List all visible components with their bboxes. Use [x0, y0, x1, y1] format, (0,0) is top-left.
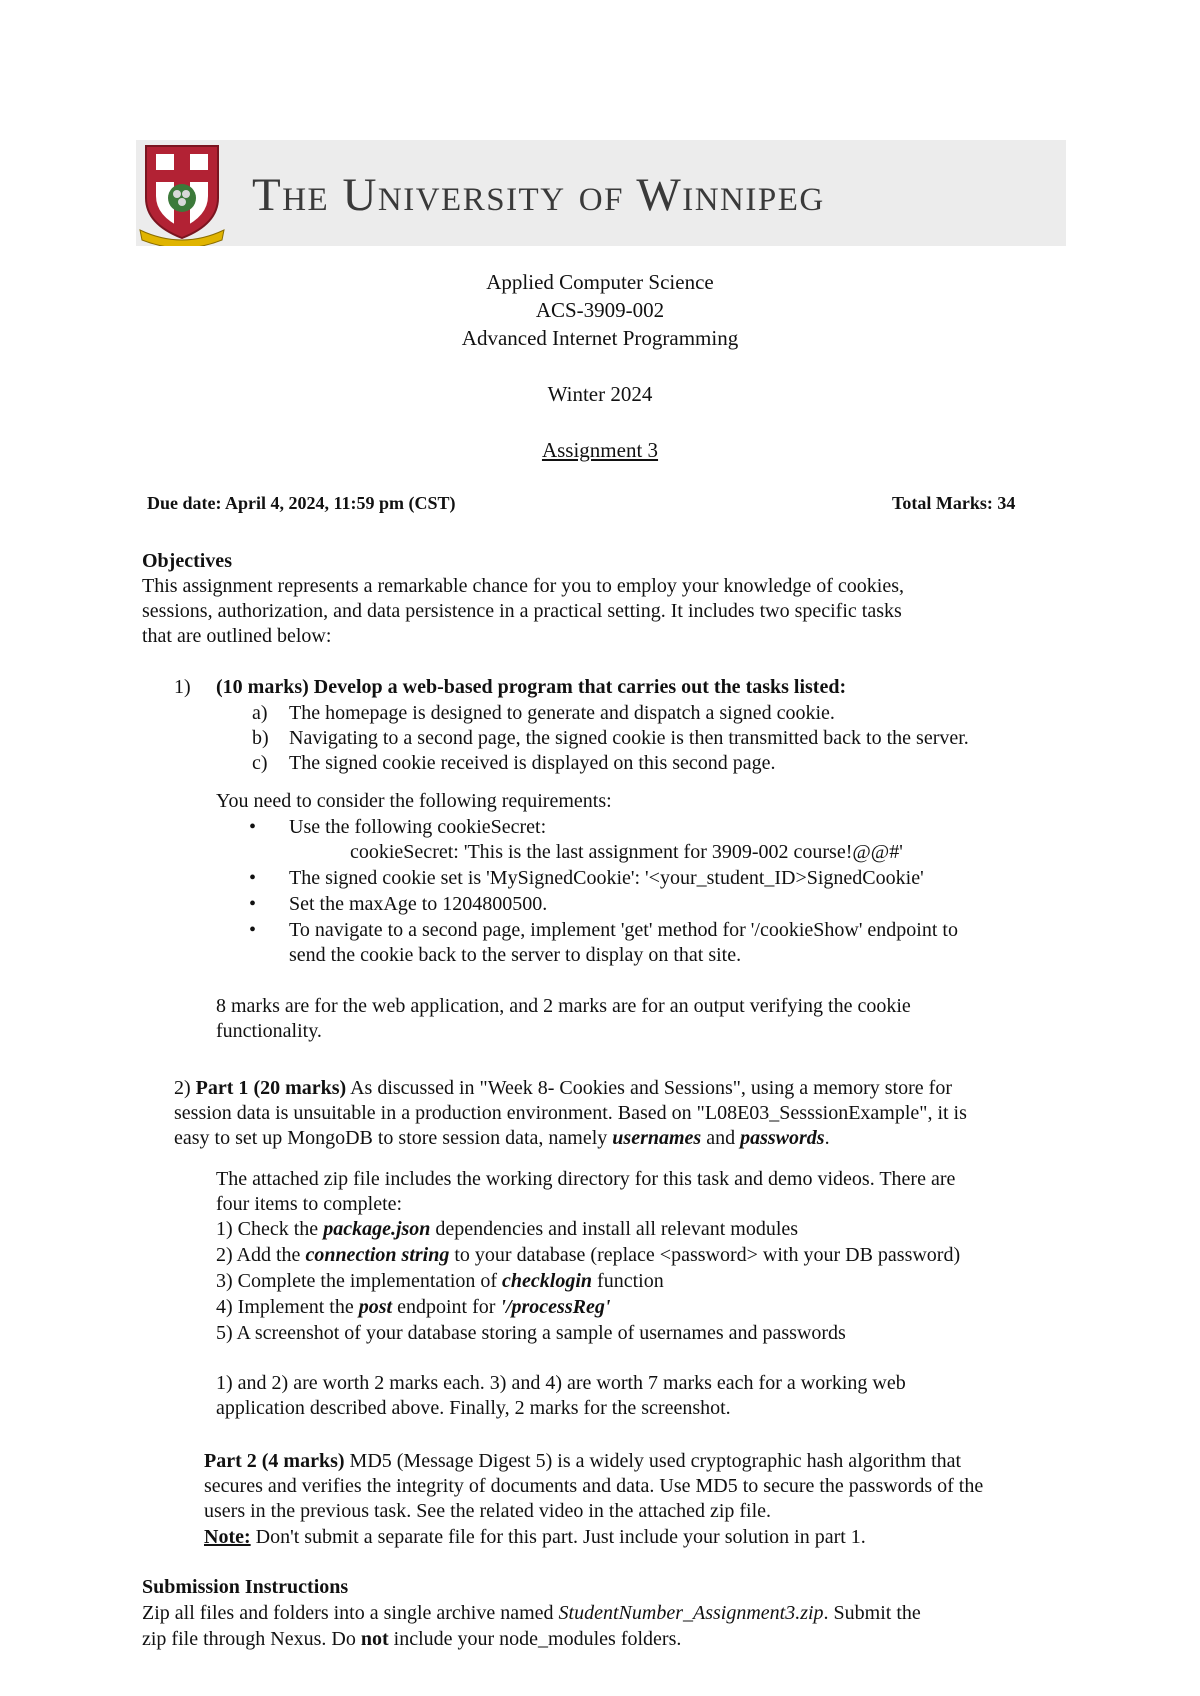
text-run: MD5 (Message Digest 5) is a widely used cryptographic hash algorithm that: [349, 1450, 962, 1472]
text-run: 3) Complete the implementation of: [216, 1270, 503, 1292]
submission-line: [142, 1627, 681, 1653]
task1-number: 1): [174, 676, 191, 698]
due-date: Due date: April 4, 2024, 11:59 pm (CST): [147, 493, 456, 513]
archive-name: StudentNumber_Assignment3.zip: [558, 1602, 824, 1624]
text-run: to your database (replace <password> with your DB password): [449, 1244, 961, 1266]
department-title: Applied Computer Science: [486, 270, 714, 294]
text-run: dependencies and install all relevant modules: [430, 1218, 799, 1240]
note-line: [204, 1525, 866, 1551]
list-item: The signed cookie received is displayed on this second page.: [289, 752, 776, 774]
list-label: c): [252, 752, 268, 774]
text-run: .: [824, 1127, 830, 1149]
list-item: The homepage is designed to generate and dispatch a signed cookie.: [289, 702, 835, 724]
worth-note: application described above. Finally, 2 marks for the screenshot.: [216, 1397, 731, 1419]
task1-marks: (10 marks): [216, 676, 309, 698]
text-run: Zip all files and folders into a single archive named: [142, 1602, 559, 1624]
term: Winter 2024: [547, 382, 653, 406]
part1-label: Part 1: [195, 1077, 249, 1099]
task2-intro-text: As discussed in "Week 8- Cookies and Sessions", using a memory store for: [350, 1077, 952, 1099]
task2-intro: [174, 1076, 952, 1102]
keyword-usernames: usernames: [612, 1127, 702, 1149]
keyword: package.json: [323, 1218, 431, 1240]
keyword: checklogin: [502, 1270, 593, 1292]
attached-note: The attached zip file includes the working directory for this task and demo videos. There are: [216, 1168, 956, 1190]
text-run: include your node_modules folders.: [388, 1628, 682, 1650]
emphasis-not: not: [360, 1628, 389, 1650]
requirement-item: • To navigate to a second page, implement 'get' method for '/cookieShow' endpoint to: [289, 918, 958, 944]
total-marks: Total Marks: 34: [892, 493, 1016, 513]
text-run: . Submit the: [823, 1602, 921, 1624]
task1-title: Develop a web-based program that carries out the tasks listed:: [313, 676, 847, 698]
text-run: function: [592, 1270, 664, 1292]
requirement-item: • Use the following cookieSecret:: [289, 815, 546, 841]
part1-marks: (20 marks): [253, 1077, 347, 1099]
objectives-line: that are outlined below:: [142, 625, 332, 647]
text-run: and: [701, 1127, 741, 1149]
course-code: ACS-3909-002: [535, 298, 665, 322]
keyword-passwords: passwords: [740, 1127, 825, 1149]
objectives-heading: Objectives: [142, 550, 232, 572]
part2-intro: [204, 1449, 961, 1475]
submission-line: [142, 1601, 921, 1627]
attached-note: four items to complete:: [216, 1193, 403, 1215]
todo-item: [216, 1217, 798, 1243]
text-run: 1) Check the: [216, 1218, 324, 1240]
list-item: Navigating to a second page, the signed cookie is then transmitted back to the server.: [289, 727, 969, 749]
objectives-line: This assignment represents a remarkable chance for you to employ your knowledge of cookies,: [142, 575, 904, 597]
note-label: Note:: [204, 1526, 251, 1548]
todo-item: [216, 1243, 960, 1269]
requirement-item: • The signed cookie set is 'MySignedCookie': '<your_student_ID>SignedCookie': [289, 866, 924, 892]
text-run: endpoint for: [392, 1296, 501, 1318]
part2-marks: (4 marks): [261, 1450, 345, 1472]
submission-heading: Submission Instructions: [142, 1576, 349, 1598]
university-wordmark: The University of Winnipeg: [252, 169, 825, 221]
note-text: Don't submit a separate file for this part. Just include your solution in part 1.: [250, 1526, 866, 1548]
list-label: a): [252, 702, 268, 724]
todo-item: [216, 1295, 610, 1321]
task1-marks-note: 8 marks are for the web application, and 2 marks are for an output verifying the cookie: [216, 995, 911, 1017]
text-run: 4) Implement the: [216, 1296, 359, 1318]
text-run: easy to set up MongoDB to store session data, namely: [174, 1127, 613, 1149]
task1-heading: [216, 675, 846, 701]
cookie-secret-value: cookieSecret: 'This is the last assignment for 3909-002 course!@@#': [350, 841, 903, 863]
task2-number: 2): [174, 1077, 191, 1099]
task2-intro-line: [174, 1126, 830, 1152]
keyword: '/processReg': [500, 1296, 611, 1318]
keyword: post: [358, 1296, 393, 1318]
part2-line: secures and verifies the integrity of documents and data. Use MD5 to secure the passwords of the: [204, 1475, 984, 1497]
part2-label: Part 2: [204, 1450, 257, 1472]
todo-item: [216, 1269, 664, 1295]
list-label: b): [252, 727, 269, 749]
requirement-item-cont: send the cookie back to the server to display on that site.: [289, 944, 742, 966]
task2-intro-line: session data is unsuitable in a production environment. Based on "L08E03_SesssionExample", it is: [174, 1102, 967, 1124]
assignment-title: Assignment 3: [541, 438, 659, 462]
todo-item: 5) A screenshot of your database storing a sample of usernames and passwords: [216, 1322, 846, 1344]
worth-note: 1) and 2) are worth 2 marks each. 3) and 4) are worth 7 marks each for a working web: [216, 1372, 906, 1394]
university-crest-icon: [136, 140, 228, 246]
task1-marks-note: functionality.: [216, 1020, 322, 1042]
objectives-line: sessions, authorization, and data persistence in a practical setting. It includes two specific tasks: [142, 600, 902, 622]
requirements-intro: You need to consider the following requirements:: [216, 790, 612, 812]
requirement-item: • Set the maxAge to 1204800500.: [289, 892, 547, 918]
course-name: Advanced Internet Programming: [461, 326, 739, 350]
part2-line: users in the previous task. See the related video in the attached zip file.: [204, 1500, 772, 1522]
text-run: 2) Add the: [216, 1244, 306, 1266]
keyword: connection string: [305, 1244, 450, 1266]
text-run: zip file through Nexus. Do: [142, 1628, 361, 1650]
